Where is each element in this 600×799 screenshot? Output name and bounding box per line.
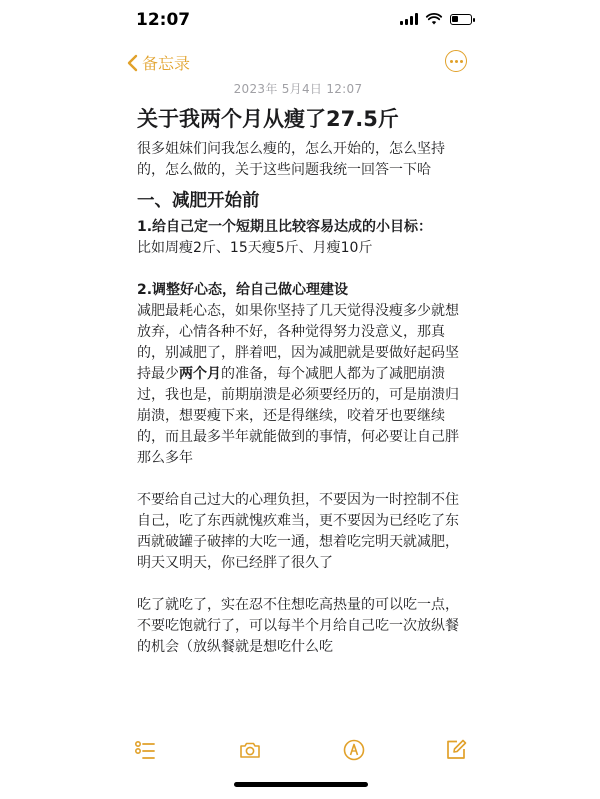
status-icons: [400, 13, 472, 25]
back-label: 备忘录: [142, 54, 191, 73]
item2-text-bold: 两个月: [179, 366, 221, 382]
item2-text-a: 减肥最耗心态，如果你坚持了几天觉得没瘦多少就想放弃，心情各种不好，各种觉得努力没意义，那真的，别减肥了，胖着吧，因为减肥就是要做好起码坚持最少: [137, 303, 459, 382]
section-heading: 一、减肥开始前: [137, 191, 260, 211]
more-options-button[interactable]: [445, 50, 467, 72]
item1-text: 比如周瘦2斤、15天瘦5斤、月瘦10斤: [137, 240, 373, 256]
note-date: 2023年 5月4日 12:07: [233, 82, 363, 96]
checklist-icon[interactable]: [134, 738, 158, 762]
status-bar: [0, 0, 600, 44]
status-time: 12:07: [136, 10, 191, 30]
item2-text: [137, 301, 459, 469]
chevron-left-icon: [124, 53, 142, 73]
cellular-signal-icon: [400, 13, 418, 25]
note-content[interactable]: [137, 80, 459, 655]
markup-pen-icon[interactable]: [342, 738, 366, 762]
paragraph-3: 不要给自己过大的心理负担，不要因为一时控制不住自己，吃了东西就愧疚难当，更不要因为已经吃了东西就破罐子破摔的大吃一通，想着吃完明天就减肥，明天又明天，你已经胖了很久了: [137, 492, 459, 571]
bottom-toolbar: [0, 730, 600, 770]
back-button[interactable]: [124, 51, 190, 74]
home-indicator: [234, 782, 368, 787]
item2-heading: 2.调整好心态，给自己做心理建设: [137, 282, 349, 298]
nav-bar: [0, 44, 600, 84]
battery-icon: [450, 14, 472, 25]
note-title: 关于我两个月从瘦了27.5斤: [137, 107, 399, 131]
item1-heading: 1.给自己定一个短期且比较容易达成的小目标：: [137, 219, 433, 235]
camera-icon[interactable]: [238, 738, 262, 762]
note-intro: 很多姐妹们问我怎么瘦的，怎么开始的，怎么坚持的，怎么做的，关于这些问题我统一回答一下哈: [137, 141, 445, 178]
compose-icon[interactable]: [444, 738, 468, 762]
wifi-icon: [426, 13, 442, 25]
more-icon: [450, 60, 453, 63]
item2-text-b: 的准备，每个减肥人都为了减肥崩溃过，我也是，前期崩溃是必须要经历的，可是崩溃归崩溃，想要瘦下来，还是得继续，咬着牙也要继续的，而且最多半年就能做到的事情，何必要让自己胖那么多年: [137, 366, 459, 466]
paragraph-4: 吃了就吃了，实在忍不住想吃高热量的可以吃一点，不要吃饱就行了，可以每半个月给自己吃一次放纵餐的机会（放纵餐就是想吃什么吃: [137, 597, 459, 655]
